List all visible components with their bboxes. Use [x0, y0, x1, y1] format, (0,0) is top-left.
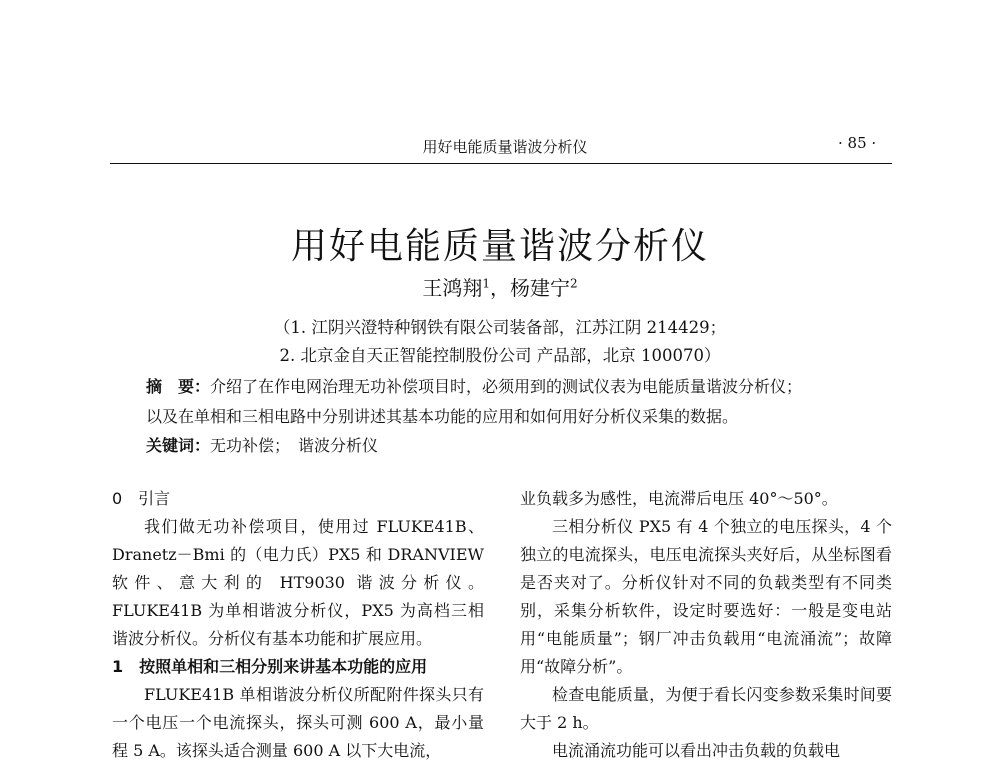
author-2: 杨建宁: [510, 276, 570, 300]
section-0-heading: 0 引言: [112, 489, 171, 508]
paragraph: 电流涌流功能可以看出冲击负载的负载电: [552, 741, 841, 760]
paragraph: 业负载多为感性，电流滞后电压 40°～50°。: [520, 489, 838, 508]
paragraph: 三相分析仪 PX5 有 4 个独立的电压探头，4 个独立的电流探头，电压电流探头夹好后，从坐标图看是否夹对了。分析仪针对不同的负载类型有不同类别，采集分析软件，设定时要选好：一般是变电站用“电能质量”；钢厂冲击负载用“电流涌流”；故障用“故障分析”。: [520, 517, 892, 676]
header-rule: [110, 163, 892, 164]
page-number: · 85 ·: [838, 134, 877, 152]
paragraph: 我们做无功补偿项目，使用过 FLUKE41B、Dranetz－Bmi 的（电力氏）PX5 和 DRANVIEW 软件、意大利的 HT9030 谐波分析仪。FLUKE41B 为单相谐波分析仪，PX5 为高档三相谐波分析仪。分析仪有基本功能和扩展应用。: [112, 517, 484, 648]
abstract-line-2: 以及在单相和三相电路中分别讲述其基本功能的应用和如何用好分析仪采集的数据。: [146, 407, 739, 426]
author-separator: ，: [490, 276, 510, 300]
section-1-heading: 1 按照单相和三相分别来讲基本功能的应用: [112, 657, 428, 676]
author-1-affiliation-mark: 1: [482, 276, 490, 291]
article-title: 用好电能质量谐波分析仪: [290, 226, 709, 267]
keywords-value: 无功补偿； 谐波分析仪: [210, 436, 379, 455]
paragraph: FLUKE41B 单相谐波分析仪所配附件探头只有一个电压一个电流探头，探头可测 600 A，最小量程 5 A。该探头适合测量 600 A 以下大电流，: [112, 685, 484, 760]
right-column: [520, 485, 892, 765]
affiliation-1: （1. 江阴兴澄特种钢铁有限公司装备部，江苏江阴 214429；: [273, 318, 727, 337]
abstract-label: 摘 要：: [146, 377, 211, 396]
affiliation-2: 2. 北京金自天正智能控制股份公司 产品部，北京 100070）: [279, 346, 721, 365]
abstract-line-1: [146, 374, 802, 397]
author-1: 王鸿翔: [422, 276, 483, 300]
keywords: [146, 433, 378, 456]
left-column: [112, 485, 484, 765]
keywords-label: 关键词：: [146, 436, 211, 455]
authors: [0, 272, 1000, 301]
abstract-text-1: 介绍了在作电网治理无功补偿项目时，必须用到的测试仪表为电能质量谐波分析仪；: [210, 377, 803, 396]
running-title: 用好电能质量谐波分析仪: [422, 138, 588, 156]
paragraph: 检查电能质量，为便于看长闪变参数采集时间要大于 2 h。: [520, 685, 892, 732]
author-2-affiliation-mark: 2: [570, 276, 578, 291]
